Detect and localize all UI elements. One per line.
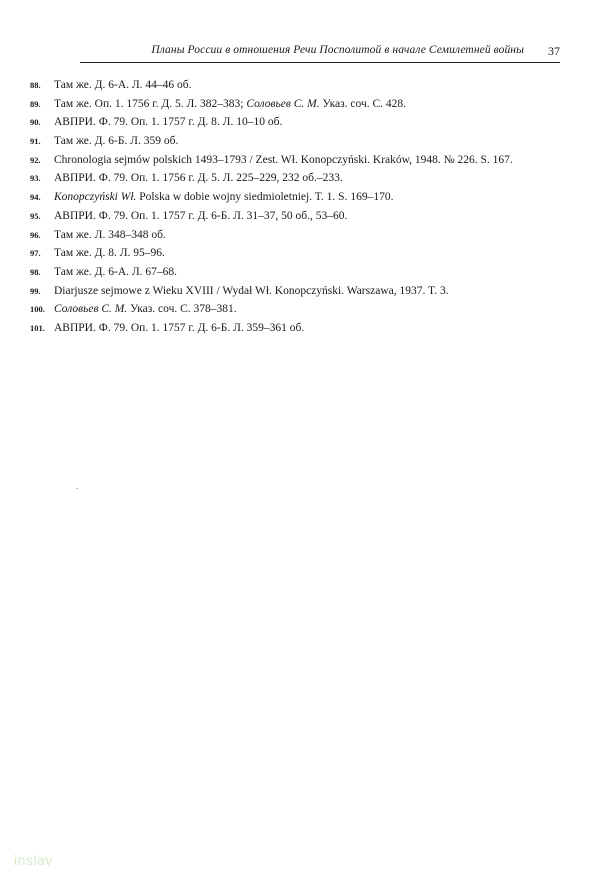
scan-speck	[76, 488, 78, 489]
page-number: 37	[548, 44, 560, 58]
endnote-text: Там же. Д. 6-Б. Л. 359 об.	[54, 135, 179, 148]
endnote	[30, 95, 570, 114]
endnote-text: АВПРИ. Ф. 79. Оп. 1. 1757 г. Д. 6-Б. Л. 359–361 об.	[54, 321, 305, 334]
endnote-number: 95.	[30, 210, 41, 221]
endnote	[30, 207, 570, 226]
endnote-text: Diarjusze sejmowe z Wieku XVIII / Wydał Wł. Konopczyński. Warszawa, 1937. T. 3.	[54, 284, 449, 297]
endnote	[30, 300, 570, 319]
endnote-number: 92.	[30, 154, 41, 165]
endnote-text: Там же. Оп. 1. 1756 г. Д. 5. Л. 382–383;	[54, 97, 247, 110]
endnote-number: 101.	[30, 322, 45, 333]
endnote-text: Chronologia sejmów polskich 1493–1793 / Zest. Wł. Konopczyński. Kraków, 1948. № 226. S. 167.	[54, 153, 513, 166]
endnote-text: АВПРИ. Ф. 79. Оп. 1. 1756 г. Д. 5. Л. 225–229, 232 об.–233.	[54, 172, 343, 185]
endnote-text-continued: Указ. соч. С. 378–381.	[127, 303, 237, 316]
endnote	[30, 226, 570, 245]
endnote-text: АВПРИ. Ф. 79. Оп. 1. 1757 г. Д. 8. Л. 10–10 об.	[54, 116, 283, 129]
endnote-number: 88.	[30, 80, 41, 90]
endnote-number: 89.	[30, 98, 41, 109]
endnote	[30, 319, 570, 338]
endnotes-list	[30, 76, 570, 338]
endnote-number: 98.	[30, 266, 41, 277]
endnote	[30, 132, 570, 151]
endnote-text: Там же. Д. 8. Л. 95–96.	[54, 247, 165, 260]
endnote-number: 90.	[30, 117, 41, 128]
endnote	[30, 188, 570, 207]
endnote-number: 99.	[30, 285, 41, 296]
endnote-text-continued: Указ. соч. С. 428.	[319, 97, 407, 110]
running-header	[80, 40, 560, 58]
endnote-number: 96.	[30, 229, 41, 240]
endnote	[30, 113, 570, 132]
endnote	[30, 151, 570, 170]
endnote-author: Соловьев С. М.	[246, 97, 320, 110]
header-rule	[80, 62, 560, 63]
endnote-number: 93.	[30, 173, 41, 184]
endnote-text-continued: Polska w dobie wojny siedmioletniej. T. 1. S. 169–170.	[136, 191, 394, 204]
endnote-text: Там же. Д. 6-А. Л. 44–46 об.	[54, 79, 192, 91]
watermark: inslav	[14, 852, 53, 868]
running-title: Планы России в отношения Речи Посполитой в начале Семилетней войны	[151, 44, 524, 56]
endnote	[30, 263, 570, 282]
endnote	[30, 244, 570, 263]
endnote-author: Соловьев С. М.	[54, 303, 128, 316]
endnote-number: 94.	[30, 192, 41, 203]
endnote-number: 91.	[30, 136, 41, 147]
endnote-text: АВПРИ. Ф. 79. Оп. 1. 1757 г. Д. 6-Б. Л. 31–37, 50 об., 53–60.	[54, 209, 348, 222]
endnote-number: 97.	[30, 248, 41, 259]
endnote	[30, 76, 570, 95]
endnote-author: Konopczyński Wł.	[54, 191, 137, 204]
endnote-number: 100.	[30, 304, 45, 315]
endnote-text: Там же. Д. 6-А. Л. 67–68.	[54, 265, 178, 278]
endnote-text: Там же. Л. 348–348 об.	[54, 228, 166, 241]
endnote	[30, 282, 570, 301]
endnote	[30, 169, 570, 188]
